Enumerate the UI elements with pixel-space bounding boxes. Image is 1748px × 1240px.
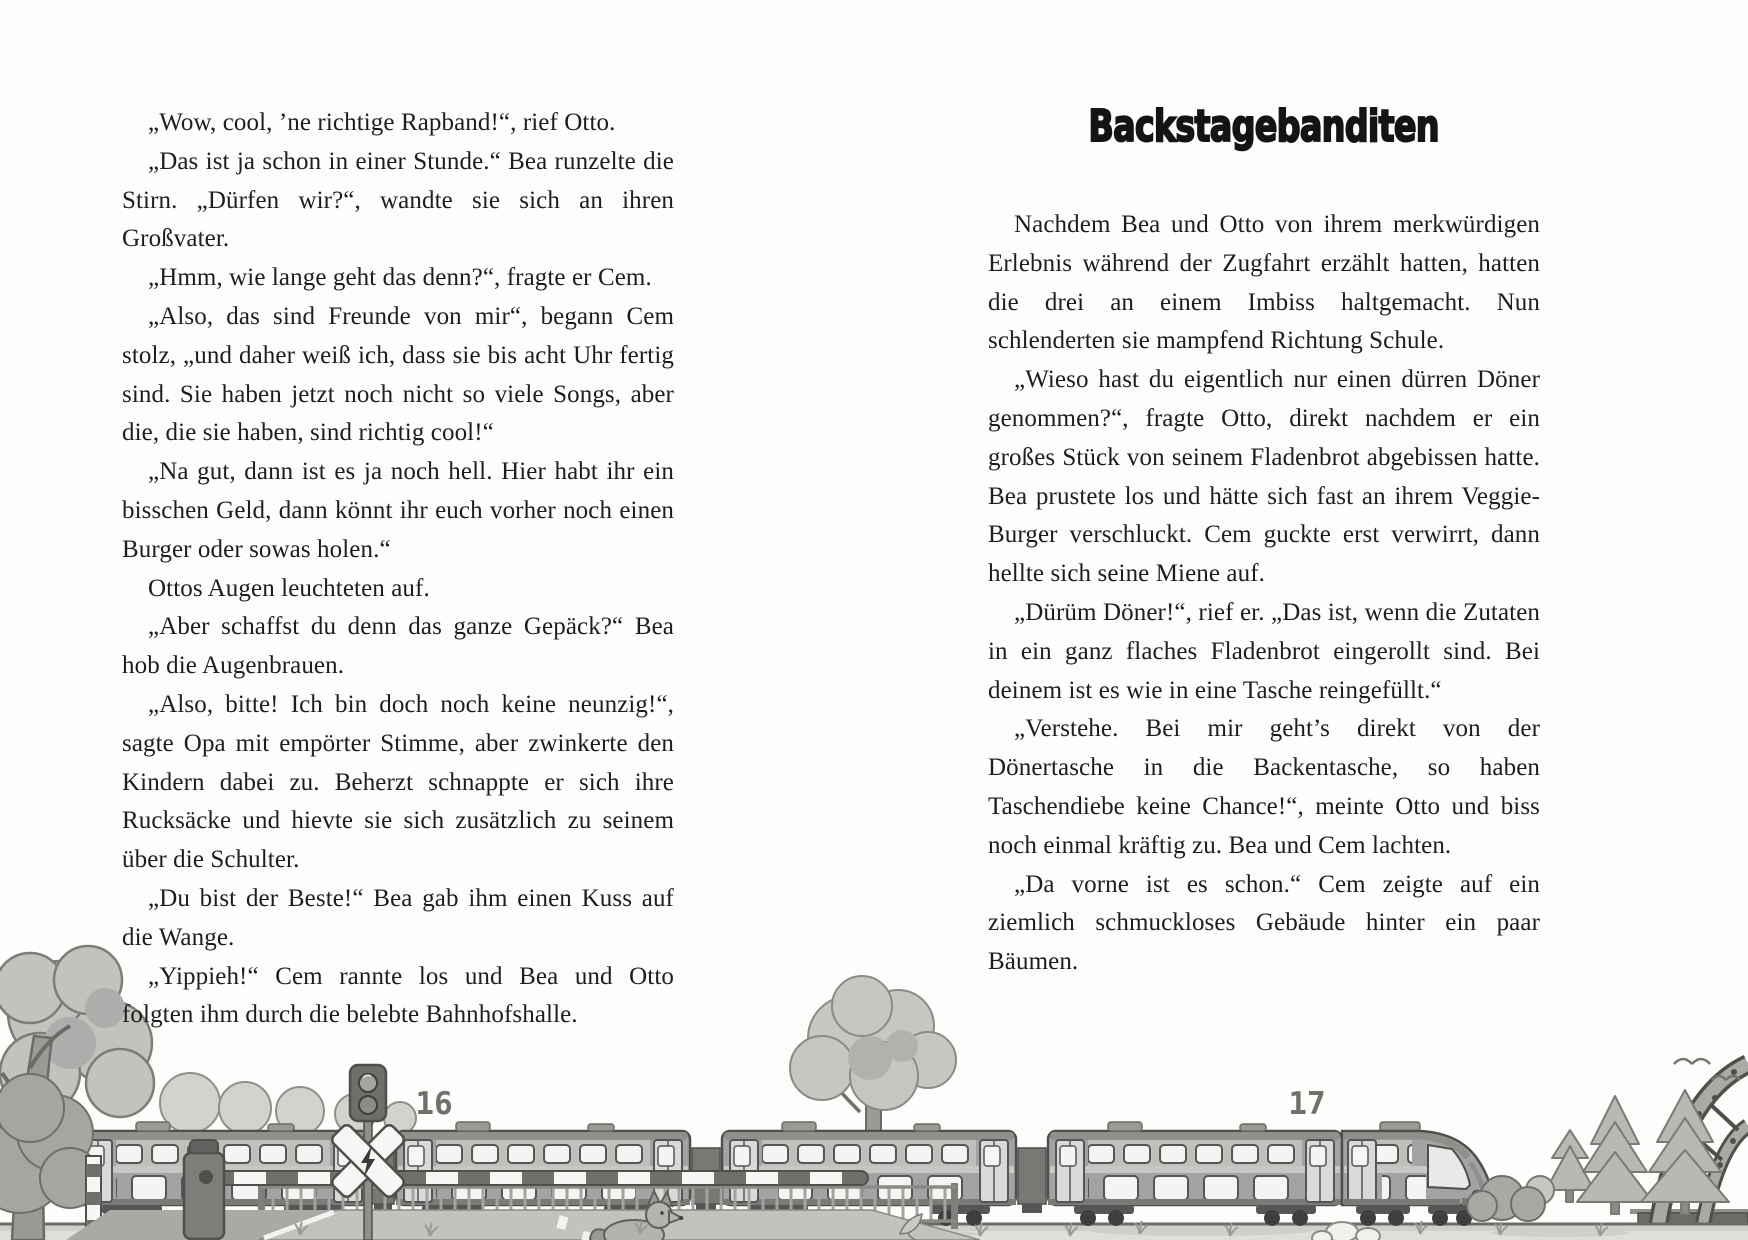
- paragraph: „Wow, cool, ’ne richtige Rapband!“, rief Otto.: [148, 109, 616, 136]
- gutter-tree: [790, 976, 956, 1134]
- paragraph: Nachdem Bea und Otto von ihrem merkwürdigen Erlebnis während der Zugfahrt erzählt hatten, hatten die drei an einem Imbiss haltgemacht. Nun schlenderten sie mampfend Richtung Schule.: [988, 211, 1540, 355]
- paragraph: „Aber schaffst du denn das ganze Gepäck?“ Bea hob die Augenbrauen.: [122, 613, 674, 680]
- paragraph: „Dürüm Döner!“, rief er. „Das ist, wenn die Zutaten in ein ganz flaches Fladenbrot eingerollt sind. Bei deinem ist es wie in eine Tasche reingefüllt.“: [988, 598, 1540, 704]
- page-number-right: 17: [1288, 1086, 1326, 1122]
- paragraph: „Also, bitte! Ich bin doch noch keine neunzig!“, sagte Opa mit empörter Stimme, aber zwinkerte den Kindern dabei zu. Beherzt schnappte er sich ihre Rucksäcke und hievte sie sich zusätzlich zu seinem über die Schulter.: [122, 690, 674, 874]
- paragraph: „Verstehe. Bei mir geht’s direkt von der Dönertasche in die Backentasche, so haben Taschendiebe keine Chance!“, meinte Otto und biss noch einmal kräftig zu. Bea und Cem lachten.: [988, 715, 1540, 859]
- left-page-text-column: [122, 104, 674, 1035]
- paragraph: „Wieso hast du eigentlich nur einen dürren Döner genommen?“, fragte Otto, direkt nachdem er ein großes Stück von seinem Fladenbrot abgebissen hatte. Bea prustete los und hätte sich fast an ihrem Veggie-Burger verschluckt. Cem guckte erst verwirrt, dann hellte sich seine Miene auf.: [988, 366, 1540, 588]
- paragraph: „Na gut, dann ist es ja noch hell. Hier habt ihr ein bisschen Geld, dann könnt ihr euch vorher noch einen Burger oder sowas holen.“: [122, 458, 674, 563]
- chapter-title: Backstagebanditen: [1088, 101, 1440, 152]
- paragraph: Ottos Augen leuchteten auf.: [148, 574, 430, 602]
- page-number-left: 16: [415, 1086, 453, 1122]
- paragraph: „Das ist ja schon in einer Stunde.“ Bea runzelte die Stirn. „Dürfen wir?“, wandte sie sich an ihren Großvater.: [122, 147, 674, 253]
- traffic-light: [350, 1065, 386, 1121]
- barrier-drive-post: [184, 1140, 224, 1239]
- paragraph: „Also, das sind Freunde von mir“, begann Cem stolz, „und daher weiß ich, dass sie bis acht Uhr fertig sind. Sie haben jetzt noch nicht so viele Songs, aber die, die sie haben, sind richtig cool!“: [122, 302, 674, 447]
- paragraph: „Yippieh!“ Cem rannte los und Bea und Otto folgten ihm durch die belebte Bahnhofshalle.: [122, 962, 674, 1029]
- paragraph: „Da vorne ist es schon.“ Cem zeigte auf ein ziemlich schmuckloses Gebäude hinter ein paar Bäumen.: [988, 870, 1540, 976]
- paragraph: „Hmm, wie lange geht das denn?“, fragte er Cem.: [148, 264, 652, 292]
- paragraph: „Du bist der Beste!“ Bea gab ihm einen Kuss auf die Wange.: [122, 884, 674, 951]
- right-page-text-column: [988, 98, 1540, 982]
